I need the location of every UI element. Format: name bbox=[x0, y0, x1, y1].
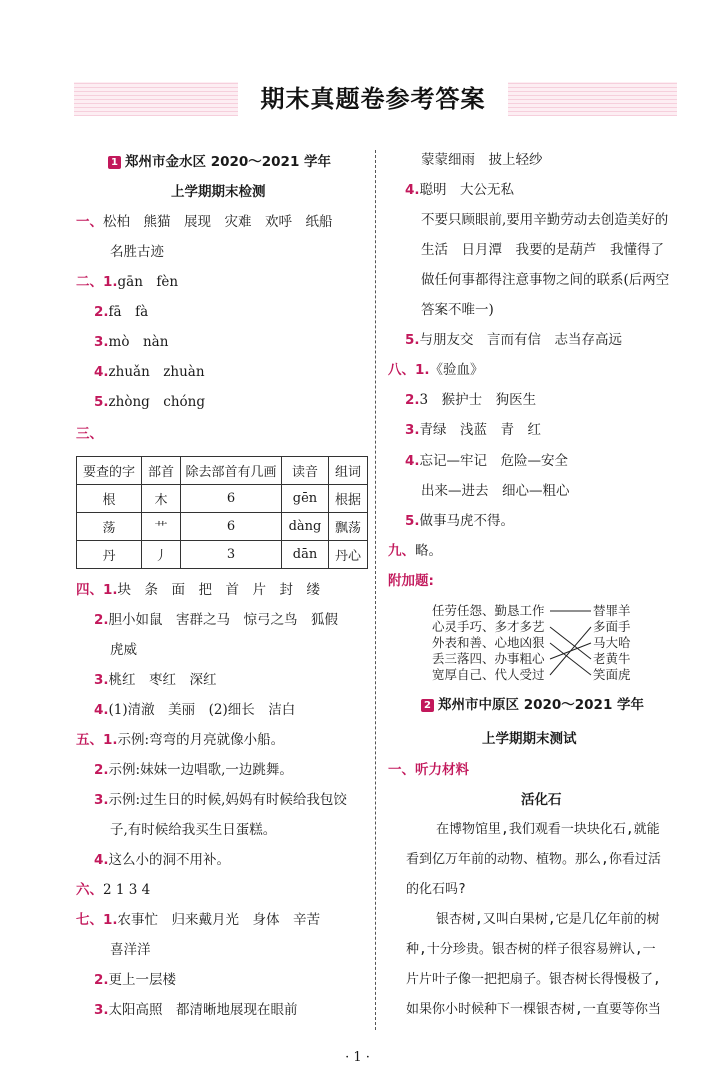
table-cell: 飘荡 bbox=[329, 513, 368, 541]
q7-item-4-line-5: 答案不唯一) bbox=[421, 302, 494, 318]
table-cell: dān bbox=[282, 541, 329, 569]
bonus-left-3: 外表和善、心地凶狠 bbox=[432, 635, 545, 650]
story-line-2: 看到亿万年前的动物、植物。那么,你看过活 bbox=[406, 852, 661, 867]
story-line-4: 银杏树,又叫白果树,它是几亿年前的树 bbox=[436, 912, 660, 927]
q2-item-4: 4.zhuǎn zhuàn bbox=[94, 364, 205, 380]
radical-table bbox=[76, 456, 368, 569]
q8-item-4-cont: 出来—进去 细心—粗心 bbox=[421, 483, 570, 499]
q7-item-2: 2.更上一层楼 bbox=[94, 972, 177, 988]
table-cell: 荡 bbox=[77, 513, 142, 541]
q5-item-3-cont: 子,有时候给我买生日蛋糕。 bbox=[110, 822, 277, 838]
listening-label: 一、听力材料 bbox=[388, 762, 469, 778]
q7-item-4-line-2: 不要只顾眼前,要用辛勤劳动去创造美好的 bbox=[421, 212, 669, 228]
story-line-6: 片片叶子像一把把扇子。银杏树长得慢极了, bbox=[406, 972, 661, 987]
exam2-subtitle: 上学期期末测试 bbox=[482, 731, 577, 747]
table-header-row bbox=[77, 457, 368, 485]
bonus-right-1: 替罪羊 bbox=[593, 603, 631, 618]
q7-item-4-line-3: 生活 日月潭 我要的是葫芦 我懂得了 bbox=[421, 242, 664, 258]
table-cell: 根据 bbox=[329, 485, 368, 513]
table-cell: 丹 bbox=[77, 541, 142, 569]
table-header: 部首 bbox=[142, 457, 181, 485]
table-header: 组词 bbox=[329, 457, 368, 485]
table-cell: dàng bbox=[282, 513, 329, 541]
table-row bbox=[77, 541, 368, 569]
column-divider bbox=[375, 150, 376, 1030]
table-cell: 木 bbox=[142, 485, 181, 513]
table-cell: gēn bbox=[282, 485, 329, 513]
page-title: 期末真题卷参考答案 bbox=[238, 82, 508, 116]
story-line-1: 在博物馆里,我们观看一块块化石,就能 bbox=[436, 822, 660, 837]
bonus-right-3: 马大哈 bbox=[593, 635, 631, 650]
q5-item-1: 五、1.示例:弯弯的月亮就像小船。 bbox=[76, 732, 285, 748]
table-cell: 艹 bbox=[142, 513, 181, 541]
q8-item-2: 2.3 猴护士 狗医生 bbox=[405, 392, 537, 408]
q4-item-3: 3.桃红 枣红 深红 bbox=[94, 672, 217, 688]
story-title: 活化石 bbox=[521, 792, 562, 808]
story-line-3: 的化石吗? bbox=[406, 882, 466, 897]
table-header: 除去部首有几画 bbox=[181, 457, 282, 485]
q8-item-3: 3.青绿 浅蓝 青 红 bbox=[405, 422, 542, 438]
q5-item-3: 3.示例:过生日的时候,妈妈有时候给我包饺 bbox=[94, 792, 347, 808]
bonus-label: 附加题: bbox=[388, 573, 434, 589]
q7-item-4-line-4: 做任何事都得注意事物之间的联系(后两空 bbox=[421, 272, 670, 288]
table-cell: 丹心 bbox=[329, 541, 368, 569]
bonus-right-2: 多面手 bbox=[593, 619, 631, 634]
q8-item-4: 4.忘记—牢记 危险—安全 bbox=[405, 453, 569, 469]
q8-item-1: 八、1.《验血》 bbox=[388, 362, 484, 378]
exam2-title: 2 郑州市中原区 2020～2021 学年 bbox=[421, 695, 644, 715]
matching-lines bbox=[430, 600, 600, 690]
q4-item-2: 2.胆小如鼠 害群之马 惊弓之鸟 狐假 bbox=[94, 612, 339, 628]
q2-item-1: 二、1.gān fèn bbox=[76, 274, 179, 290]
match-line bbox=[550, 627, 591, 675]
match-line bbox=[550, 627, 591, 659]
bonus-right-4: 老黄牛 bbox=[593, 651, 631, 666]
bonus-left-5: 宽厚自己、代人受过 bbox=[432, 667, 545, 682]
q7-item-4: 4.聪明 大公无私 bbox=[405, 182, 515, 198]
q1-cont: 名胜古迹 bbox=[110, 244, 164, 260]
table-row bbox=[77, 513, 368, 541]
table-cell: 6 bbox=[181, 513, 282, 541]
match-line bbox=[550, 643, 591, 675]
story-line-5: 种,十分珍贵。银杏树的样子很容易辨认,一 bbox=[406, 942, 656, 957]
exam1-title: 1 郑州市金水区 2020～2021 学年 bbox=[108, 152, 331, 172]
q5-item-4: 4.这么小的洞不用补。 bbox=[94, 852, 231, 868]
table-cell: 3 bbox=[181, 541, 282, 569]
table-cell: 根 bbox=[77, 485, 142, 513]
q7-item-5: 5.与朋友交 言而有信 志当存高远 bbox=[405, 332, 623, 348]
bonus-left-1: 任劳任怨、勤恳工作 bbox=[432, 603, 545, 618]
q4-item-2-cont: 虎威 bbox=[110, 642, 137, 658]
q8-item-5: 5.做事马虎不得。 bbox=[405, 513, 515, 529]
q7-item-3: 3.太阳高照 都清晰地展现在眼前 bbox=[94, 1002, 298, 1018]
q9-line: 九、略。 bbox=[388, 543, 442, 559]
page-number: · 1 · bbox=[345, 1050, 370, 1065]
exam1-subtitle: 上学期期末检测 bbox=[171, 184, 266, 200]
q2-item-2: 2.fā fà bbox=[94, 304, 149, 320]
table-cell: 6 bbox=[181, 485, 282, 513]
q4-item-1: 四、1.块 条 面 把 首 片 封 缕 bbox=[76, 582, 321, 598]
q2-item-5: 5.zhòng chóng bbox=[94, 394, 206, 410]
bonus-left-2: 心灵手巧、多才多艺 bbox=[432, 619, 545, 634]
q7-item-1-cont: 喜洋洋 bbox=[110, 942, 151, 958]
q2-item-3: 3.mò nàn bbox=[94, 334, 169, 350]
story-line-7: 如果你小时候种下一棵银杏树,一直要等你当 bbox=[406, 1002, 661, 1017]
table-row bbox=[77, 485, 368, 513]
q4-item-4: 4.(1)清澈 美丽 (2)细长 洁白 bbox=[94, 702, 296, 718]
q5-item-2: 2.示例:妹妹一边唱歌,一边跳舞。 bbox=[94, 762, 293, 778]
q7-cont-line: 蒙蒙细雨 披上轻纱 bbox=[421, 152, 543, 168]
q1-line: 一、松柏 熊猫 展现 灾难 欢呼 纸船 bbox=[76, 214, 333, 230]
table-header: 读音 bbox=[282, 457, 329, 485]
bonus-right-5: 笑面虎 bbox=[593, 667, 631, 682]
table-header: 要查的字 bbox=[77, 457, 142, 485]
exam2-tag: 2 bbox=[421, 699, 434, 712]
q7-item-1: 七、1.农事忙 归来戴月光 身体 辛苦 bbox=[76, 912, 321, 928]
bonus-left-4: 丢三落四、办事粗心 bbox=[432, 651, 545, 666]
table-cell: 丿 bbox=[142, 541, 181, 569]
q6-line: 六、2 1 3 4 bbox=[76, 882, 151, 898]
q3-label: 三、 bbox=[76, 426, 103, 442]
exam1-tag: 1 bbox=[108, 156, 121, 169]
